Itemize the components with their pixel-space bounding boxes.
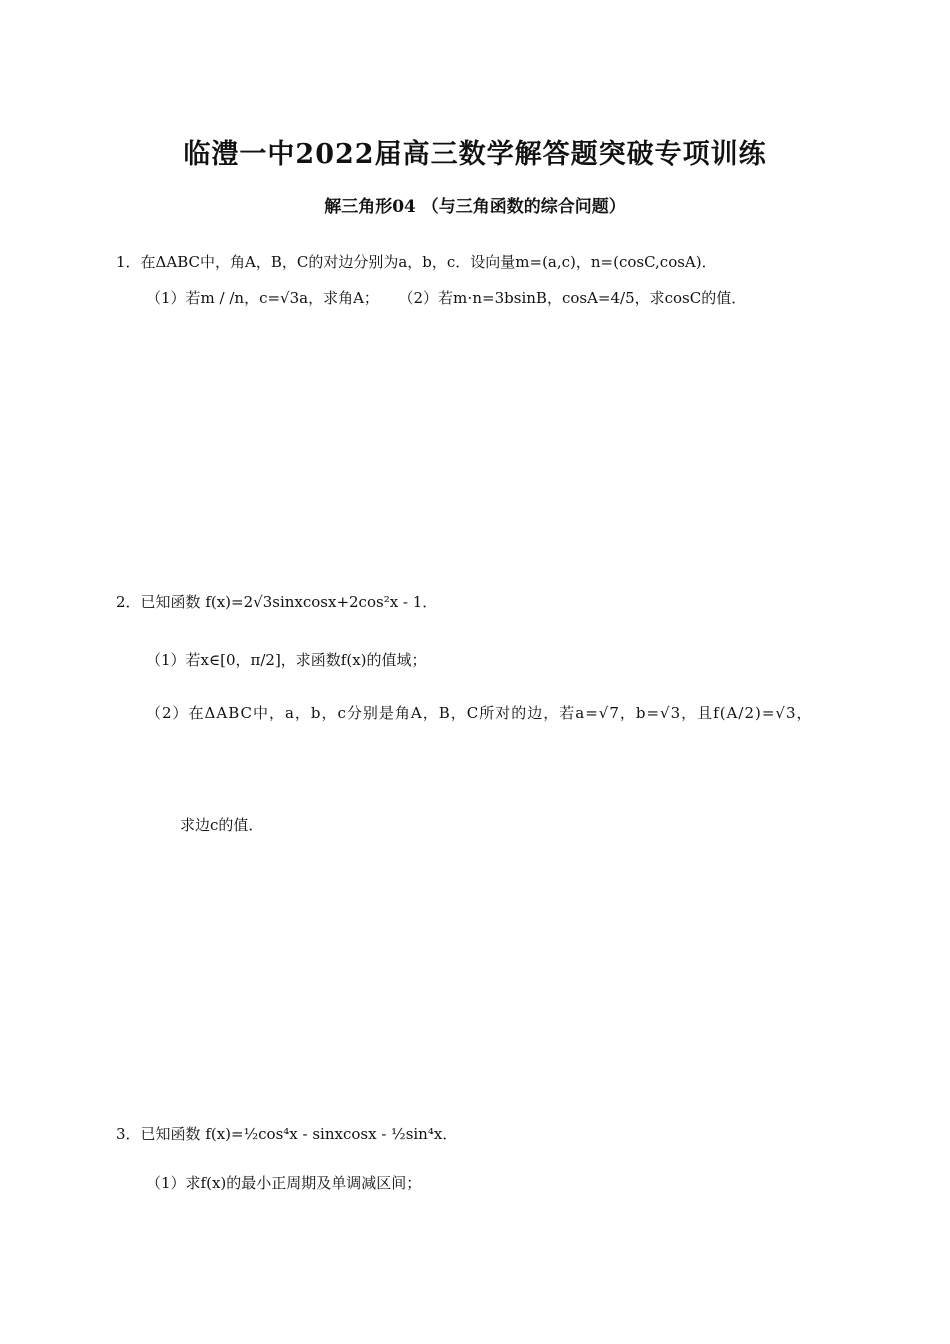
problem-3-intro — [116, 1124, 457, 1144]
page-title: 临澧一中2022届高三数学解答题突破专项训练 — [183, 139, 767, 170]
problem-1-number: 1． — [116, 253, 141, 271]
problem-3-intro-text: 已知函数 f(x)=½cos⁴x - sinxcosx - ½sin⁴x． — [140, 1125, 458, 1143]
problem-1-part-2: （2）若m⋅n=3bsinB，cosA=4/5，求cosC的值． — [398, 289, 747, 307]
problem-3-number: 3． — [116, 1125, 141, 1143]
problem-1-intro-text: 在ΔABC中，角A，B，C的对边分别为a，b，c．设向量m=(a,c)，n=(cosC,cosA)． — [140, 253, 717, 271]
problem-1-parts — [146, 288, 746, 308]
problem-2-part-2: （2）在ΔABC中，a，b，c分别是角A，B，C所对的边，若a=√7，b=√3，且f(A/2)=√3， — [146, 704, 813, 722]
problem-2-part-2-tail: 求边c的值． — [180, 816, 264, 834]
problem-2-intro — [116, 592, 437, 612]
problem-3-part-1: （1）求f(x)的最小正周期及单调减区间； — [146, 1174, 422, 1192]
problem-1-part-1: （1）若m / /n，c=√3a，求角A； — [146, 289, 379, 307]
problem-2-number: 2． — [116, 593, 141, 611]
problem-2-part-1: （1）若x∈[0，π/2]，求函数f(x)的值域； — [146, 651, 427, 669]
page-subtitle: 解三角形04 （与三角函数的综合问题） — [324, 197, 626, 217]
problem-2-intro-text: 已知函数 f(x)=2√3sinxcosx+2cos²x - 1． — [140, 593, 438, 611]
problem-1-intro — [116, 252, 717, 272]
